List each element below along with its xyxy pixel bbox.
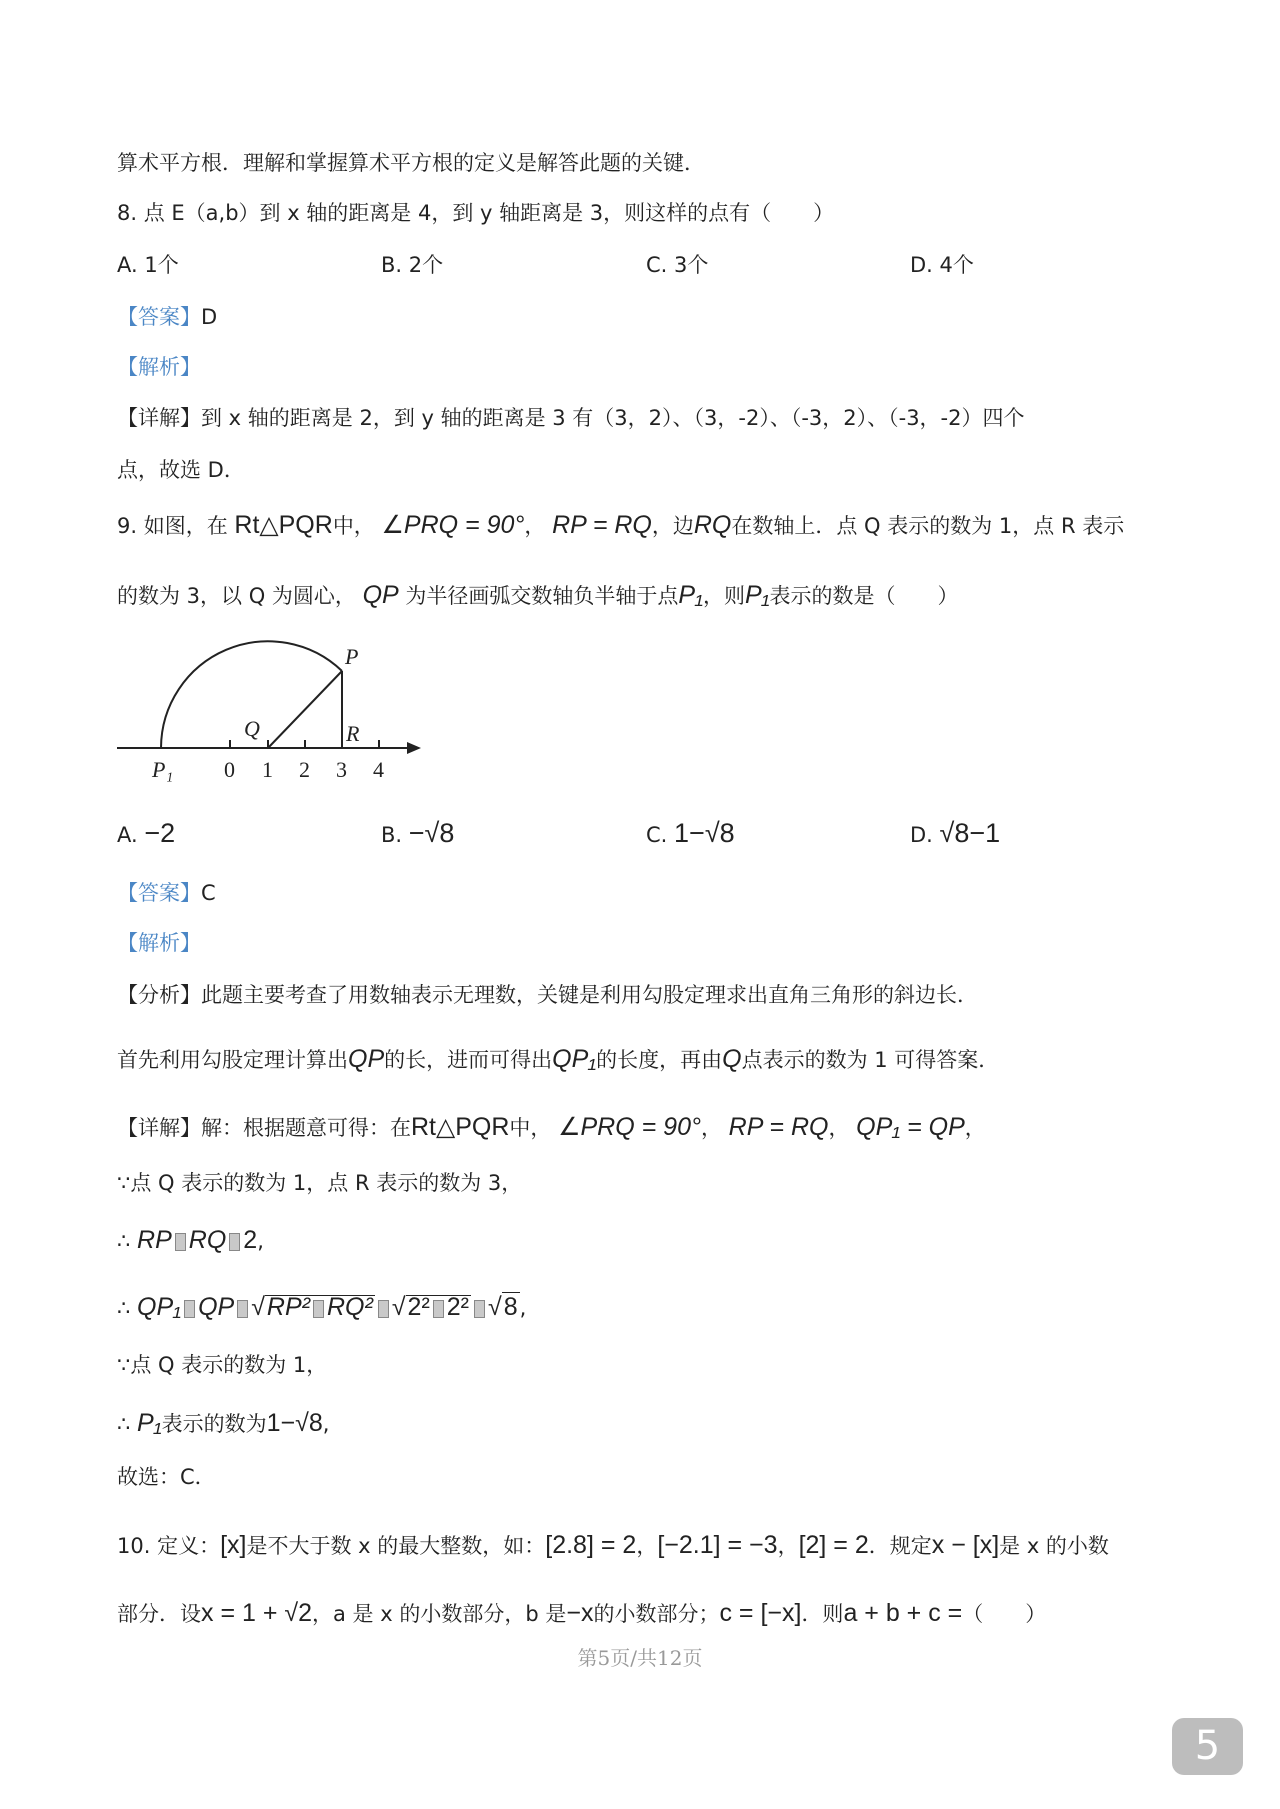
missing-symbol (378, 1300, 389, 1318)
label-r: R (346, 721, 360, 746)
q9-text: ，边 (651, 514, 694, 538)
q10-frac: x − [x] (931, 1531, 1000, 1559)
option-letter: D. (910, 823, 933, 847)
label-p1: P₁ (152, 757, 174, 782)
number-line-figure (115, 640, 435, 790)
answer-tag: 【答案】 (117, 305, 201, 329)
fenxi-text: 的长度，再由 (596, 1048, 723, 1072)
q10-text: 的小数部分； (593, 1602, 720, 1626)
q9-text: 表示的数是（ ） (769, 584, 959, 608)
fenxi-text: 的长，进而可得出 (384, 1048, 553, 1072)
detail-eq1: RP = RQ (728, 1113, 829, 1141)
axis-arrow (407, 742, 421, 754)
expr-2sq: 2² (446, 1293, 470, 1321)
missing-symbol (237, 1300, 248, 1318)
q9-p1: P₁ (744, 581, 770, 609)
therefore-line2: ∴ QP₁ QP √RP² RQ² √2² 2² √8, (117, 1293, 527, 1321)
segment-qp (268, 671, 342, 748)
detail-9-line1: 【详解】解：根据题意可得：在Rt△PQR中， ∠PRQ = 90°， RP = RQ， QP₁ = QP， (117, 1113, 986, 1141)
fenxi-line2 (117, 1044, 999, 1075)
q10-cdef: c = [−x] (719, 1599, 802, 1627)
q9-qp: QP (362, 581, 399, 609)
missing-symbol (474, 1300, 485, 1318)
fenxi-text: 点表示的数为 1 可得答案． (741, 1048, 1000, 1072)
therefore3-value: 1−√8 (266, 1409, 323, 1437)
expr-rq2: RQ² (326, 1293, 373, 1321)
q9-p1: P₁ (678, 581, 703, 609)
q9-option-c (646, 818, 735, 850)
q8-option-c: C. 3个 (646, 253, 709, 277)
fenxi-qp1: QP₁ (552, 1045, 597, 1073)
detail-text: 解：根据题意可得：在 (201, 1116, 411, 1140)
fenxi-text: 首先利用勾股定理计算出 (117, 1048, 348, 1072)
expr-2sq: 2² (407, 1293, 430, 1321)
q9-text: 9. 如图，在 (117, 514, 228, 538)
q10-sum: a + b + c = (843, 1599, 963, 1627)
q10-text: （ ） (962, 1602, 1047, 1626)
detail-tag: 【详解】 (117, 1116, 201, 1140)
q10-text: ．规定 (868, 1534, 932, 1558)
detail-text: 到 x 轴的距离是 2，到 y 轴的距离是 3 有（3，2）、（3，-2）、（-3，2）、（-3，-2）四个 (201, 406, 1025, 430)
question-8: 8. 点 E（a,b）到 x 轴的距离是 4，到 y 轴距离是 3，则这样的点有（ ） (117, 201, 835, 225)
q8-option-b: B. 2个 (381, 253, 444, 277)
answer-tag: 【答案】 (117, 881, 201, 905)
q10-negx: −x (566, 1599, 594, 1627)
missing-symbol (433, 1300, 444, 1318)
fenxi-tag: 【分析】 (117, 983, 201, 1007)
detail-text: 中， (509, 1116, 552, 1140)
q9-text: ，则 (702, 584, 745, 608)
q9-option-d (910, 818, 1000, 850)
q10-text: 是 x 的小数 (999, 1534, 1109, 1558)
q10-def: x = 1 + √2 (201, 1599, 313, 1627)
q9-text: 在数轴上．点 Q 表示的数为 1，点 R 表示 (731, 514, 1125, 538)
q10-floor: [x] (220, 1531, 247, 1559)
q9-angle: ∠PRQ = 90° (381, 511, 525, 539)
q10-text: ，a 是 x 的小数部分，b 是 (312, 1602, 567, 1626)
q10-example: [−2.1] = −3 (657, 1531, 778, 1559)
question-10-line1: 10. 定义：[x]是不大于数 x 的最大整数，如：[2.8] = 2，[−2.1] = −3，[2] = 2．规定x − [x]是 x 的小数 (117, 1531, 1109, 1559)
q8-option-a: A. 1个 (117, 253, 179, 277)
missing-symbol (175, 1233, 186, 1251)
therefore-line1: ∴ RP RQ 2, (117, 1226, 264, 1254)
choice-line: 故选：C． (117, 1465, 216, 1489)
expr-rq: RQ (188, 1226, 227, 1254)
detail-angle: ∠PRQ = 90° (558, 1113, 701, 1141)
expr-rp: RP (137, 1226, 172, 1254)
answer-value: C (201, 881, 216, 905)
q9-text: 的数为 3，以 Q 为圆心， (117, 584, 356, 608)
option-letter: B. (381, 823, 403, 847)
option-letter: A. (117, 823, 138, 847)
detail-triangle: Rt△PQR (411, 1113, 510, 1141)
fenxi-text: 此题主要考查了用数轴表示无理数，关键是利用勾股定理求出直角三角形的斜边长． (201, 983, 978, 1007)
q8-option-d: D. 4个 (910, 253, 974, 277)
q9-option-a (117, 818, 175, 850)
option-value: −√8 (408, 818, 455, 848)
answer-value: D (201, 305, 218, 329)
detail-eq2: QP₁ = QP (856, 1113, 965, 1141)
q9-text: 为半径画弧交数轴负半轴于点 (405, 584, 679, 608)
label-p: P (345, 644, 359, 669)
detail-8-line2: 点，故选 D． (117, 458, 245, 482)
tick-label-4: 4 (373, 757, 384, 782)
option-value: −2 (144, 818, 176, 848)
answer-8 (117, 302, 217, 332)
missing-symbol (229, 1233, 240, 1251)
q10-text: 是不大于数 x 的最大整数，如： (246, 1534, 546, 1558)
tick-label-0: 0 (224, 757, 235, 782)
fenxi-q: Q (722, 1045, 742, 1073)
page-footer: 第5页/共12页 (577, 1646, 703, 1670)
q10-text: 10. 定义： (117, 1534, 221, 1558)
q10-example: [2] = 2 (798, 1531, 869, 1559)
question-10-line2 (117, 1598, 1046, 1629)
analysis-tag: 【解析】 (117, 931, 201, 955)
expr-rp2: RP² (266, 1293, 310, 1321)
text-line: 算术平方根．理解和掌握算术平方根的定义是解答此题的关键． (117, 151, 705, 175)
detail-tag: 【详解】 (117, 406, 201, 430)
expr-p1: P₁ (137, 1409, 162, 1437)
tick-label-1: 1 (262, 757, 273, 782)
q9-text: ， (524, 514, 546, 538)
therefore-line3: ∴ P₁表示的数为1−√8, (117, 1409, 330, 1437)
q10-example: [2.8] = 2 (545, 1531, 637, 1559)
q10-text: ．则 (801, 1602, 844, 1626)
q9-triangle: Rt△PQR (234, 511, 333, 539)
tick-label-2: 2 (299, 757, 310, 782)
expr-8: 8 (503, 1293, 518, 1321)
expr-value: 2 (243, 1226, 258, 1254)
q9-option-b (381, 818, 454, 850)
expr-qp: QP (198, 1293, 235, 1321)
q9-text: 中， (332, 514, 375, 538)
q10-text: 部分．设 (117, 1602, 201, 1626)
q9-equality: RP = RQ (552, 511, 652, 539)
question-9-line1 (117, 510, 1124, 541)
label-q: Q (244, 716, 260, 741)
q9-rq: RQ (693, 511, 732, 539)
answer-9 (117, 878, 216, 908)
missing-symbol (313, 1300, 324, 1318)
because-line1: ∵点 Q 表示的数为 1，点 R 表示的数为 3， (117, 1171, 523, 1195)
expr-qp1: QP₁ (137, 1293, 182, 1321)
option-letter: C. (646, 823, 668, 847)
analysis-tag: 【解析】 (117, 355, 201, 379)
question-9-line2 (117, 580, 959, 611)
fenxi-line1 (117, 980, 978, 1010)
page-number-badge[interactable]: 5 (1172, 1718, 1243, 1775)
therefore3-text: 表示的数为 (161, 1412, 267, 1436)
tick-label-3: 3 (336, 757, 347, 782)
detail-8-line1 (117, 403, 1025, 433)
fenxi-qp: QP (348, 1045, 385, 1073)
option-value: √8−1 (939, 818, 1001, 848)
missing-symbol (184, 1300, 195, 1318)
because-line2: ∵点 Q 表示的数为 1， (117, 1353, 328, 1377)
option-value: 1−√8 (674, 818, 735, 848)
